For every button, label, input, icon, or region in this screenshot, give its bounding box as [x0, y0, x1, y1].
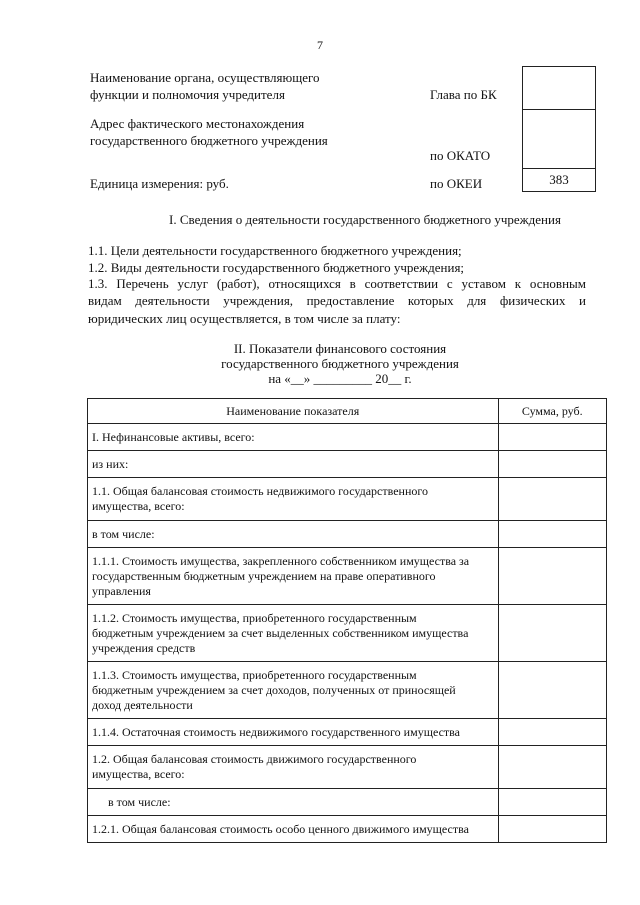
row-text: 1.1.1. Стоимость имущества, закрепленного собственником имущества за	[92, 553, 470, 568]
row-sum-cell[interactable]	[498, 816, 607, 843]
row-text: имущества, всего:	[92, 767, 185, 781]
row-label	[88, 789, 499, 816]
table-row	[88, 548, 607, 605]
section2-title-line2: государственного бюджетного учреждения	[221, 356, 459, 371]
okei-code-box: 383	[522, 168, 596, 192]
organ-label-line2: функции и полномочия учредителя	[90, 87, 285, 102]
row-label	[88, 521, 499, 548]
row-text: бюджетным учреждением за счет выделенных собственником имущества	[92, 625, 469, 640]
row-text: 1.2. Общая балансовая стоимость движимого государственного	[92, 752, 417, 766]
row-text: доход деятельности	[92, 697, 193, 712]
row-sum-cell[interactable]	[498, 521, 607, 548]
row-text: из них:	[92, 456, 129, 471]
row-text: 1.1.3. Стоимость имущества, приобретенного государственным	[92, 667, 417, 682]
row-text: I. Нефинансовые активы, всего:	[92, 429, 255, 444]
row-text: 1.2.1. Общая балансовая стоимость особо ценного движимого имущества	[92, 821, 469, 836]
organ-label-line1: Наименование органа, осуществляющего	[90, 70, 320, 85]
section1-title: I. Сведения о деятельности государственного бюджетного учреждения	[169, 212, 561, 227]
row-sum-cell[interactable]	[498, 719, 607, 746]
page-number: 7	[317, 38, 323, 52]
row-label	[88, 719, 499, 746]
table-header-row	[88, 399, 607, 424]
row-sum-cell[interactable]	[498, 424, 607, 451]
row-text: имущества, всего:	[92, 499, 185, 513]
row-text: бюджетным учреждением за счет доходов, полученных от приносящей	[92, 682, 456, 697]
glava-code-box[interactable]	[522, 66, 596, 110]
row-text: учреждения средств	[92, 640, 196, 655]
section2-title-line1: II. Показатели финансового состояния	[233, 341, 447, 356]
section1-item3-line1: 1.3. Перечень услуг (работ), относящихся в соответствии с уставом к основным	[88, 276, 586, 291]
row-sum-cell[interactable]	[498, 478, 607, 521]
table-row	[88, 478, 607, 521]
okei-label: по ОКЕИ	[430, 176, 483, 191]
row-label	[88, 451, 499, 478]
col-name-header: Наименование показателя	[88, 399, 499, 424]
row-text: в том числе:	[92, 526, 155, 541]
section1-item3-line3: юридических лиц осуществляется, в том числе за плату:	[88, 311, 401, 326]
address-label-line2: государственного бюджетного учреждения	[90, 133, 328, 148]
row-sum-cell[interactable]	[498, 548, 607, 605]
row-label	[88, 816, 499, 843]
table-row	[88, 719, 607, 746]
row-label	[88, 424, 499, 451]
row-text: в том числе:	[108, 794, 171, 809]
table-row	[88, 521, 607, 548]
row-text: управления	[92, 583, 151, 598]
row-label	[88, 478, 499, 521]
table-row	[88, 662, 607, 719]
row-sum-cell[interactable]	[498, 451, 607, 478]
table-row	[88, 424, 607, 451]
row-sum-cell[interactable]	[498, 662, 607, 719]
row-text: 1.1.4. Остаточная стоимость недвижимого государственного имущества	[92, 724, 460, 739]
row-label	[88, 746, 499, 789]
row-sum-cell[interactable]	[498, 605, 607, 662]
row-text: 1.1.2. Стоимость имущества, приобретенного государственным	[92, 610, 417, 625]
table-row	[88, 789, 607, 816]
table-row	[88, 816, 607, 843]
section1-item2: 1.2. Виды деятельности государственного бюджетного учреждения;	[88, 260, 465, 275]
indicators-table	[87, 398, 607, 843]
row-sum-cell[interactable]	[498, 746, 607, 789]
row-text: государственным бюджетным учреждением на праве оперативного	[92, 568, 436, 583]
row-text: 1.1. Общая балансовая стоимость недвижимого государственного	[92, 484, 429, 498]
row-label	[88, 662, 499, 719]
table-row	[88, 746, 607, 789]
okato-code-box[interactable]	[522, 109, 596, 169]
table-row	[88, 451, 607, 478]
okato-label: по ОКАТО	[430, 148, 491, 163]
col-sum-header: Сумма, руб.	[498, 399, 607, 424]
address-label-line1: Адрес фактического местонахождения	[90, 116, 305, 131]
section1-item3-line2: видам деятельности учреждения, предоставление которых для физических и	[88, 293, 586, 308]
row-label	[88, 548, 499, 605]
section2-date-line: на «__» _________ 20__ г.	[268, 371, 412, 386]
row-label	[88, 605, 499, 662]
unit-label: Единица измерения: руб.	[90, 176, 229, 191]
glava-label: Глава по БК	[430, 87, 497, 102]
row-sum-cell[interactable]	[498, 789, 607, 816]
table-row	[88, 605, 607, 662]
section1-item1: 1.1. Цели деятельности государственного бюджетного учреждения;	[88, 243, 462, 258]
